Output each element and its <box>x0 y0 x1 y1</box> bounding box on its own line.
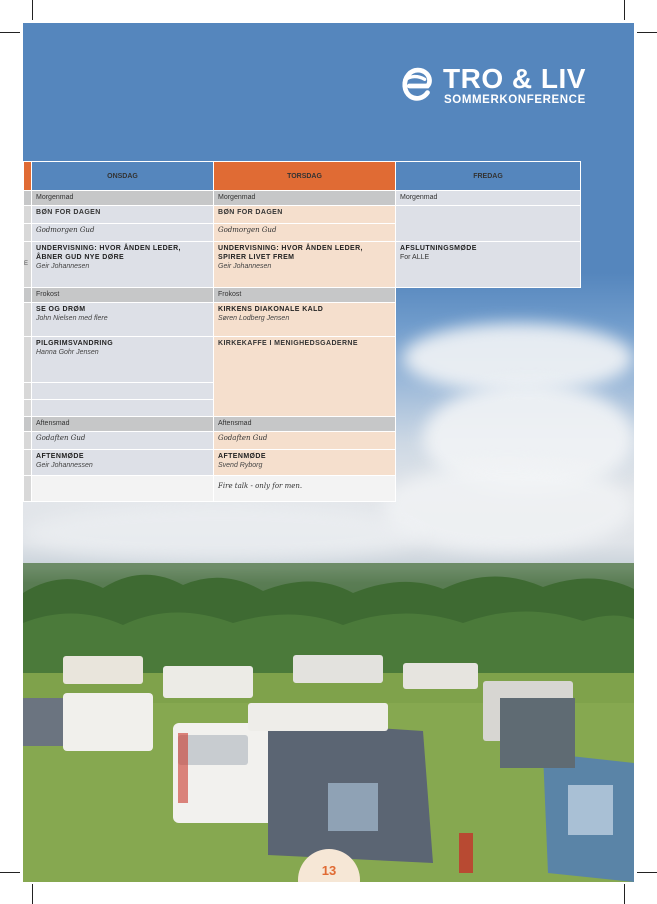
crop-mark <box>32 0 33 20</box>
onsdag-godmorgen: Godmorgen Gud <box>32 224 214 242</box>
torsdag-kirkens <box>214 303 396 337</box>
fredag-afslutning <box>396 242 581 288</box>
logo-mark-icon <box>399 65 437 105</box>
onsdag-seogdrom-title: SE OG DRØM <box>36 306 86 313</box>
torsdag-frokost: Frokost <box>214 288 396 303</box>
torsdag-undervisning-title: UNDERVISNING: HVOR ÅNDEN LEDER, SPIRER LIVET FREM <box>218 245 363 261</box>
fredag-empty-cell <box>396 206 581 242</box>
crop-mark <box>0 872 20 873</box>
fredag-afslutning-note: For ALLE <box>400 254 430 261</box>
logo-subtitle: SOMMERKONFERENCE <box>444 94 586 106</box>
torsdag-aftensmad: Aftensmad <box>214 417 396 432</box>
page-number: 13 <box>298 849 360 882</box>
campsite-photo <box>23 563 634 882</box>
onsdag-empty-cell <box>32 400 214 417</box>
crop-mark <box>624 884 625 904</box>
onsdag-aftensmad: Aftensmad <box>32 417 214 432</box>
torsdag-kirkekaffe: KIRKEKAFFE I MENIGHEDSGADERNE <box>214 337 396 417</box>
torsdag-kirkens-title: KIRKENS DIAKONALE KALD <box>218 306 324 313</box>
onsdag-aftenmode <box>32 450 214 476</box>
torsdag-bon: BØN FOR DAGEN <box>214 206 396 224</box>
onsdag-undervisning-speaker: Geir Johannesen <box>36 263 90 270</box>
day-header-torsdag: TORSDAG <box>214 162 396 191</box>
torsdag-undervisning-speaker: Geir Johannesen <box>218 263 272 270</box>
torsdag-undervisning <box>214 242 396 288</box>
torsdag-kirkens-speaker: Søren Lodberg Jensen <box>218 315 290 322</box>
logo-title: TRO & LIV <box>443 63 586 94</box>
torsdag-morgenmad: Morgenmad <box>214 191 396 206</box>
onsdag-undervisning-title: UNDERVISNING: HVOR ÅNDEN LEDER, ÅBNER GUD NYE DØRE <box>36 245 181 261</box>
onsdag-godaften: Godaften Gud <box>32 432 214 450</box>
onsdag-pilgrim-speaker: Hanna Gohr Jensen <box>36 349 99 356</box>
onsdag-bon: BØN FOR DAGEN <box>32 206 214 224</box>
torsdag-godaften: Godaften Gud <box>214 432 396 450</box>
crop-mark <box>637 32 657 33</box>
day-header-onsdag: ONSDAG <box>32 162 214 191</box>
day-header-fredag: FREDAG <box>396 162 581 191</box>
onsdag-aftenmode-title: AFTENMØDE <box>36 453 84 460</box>
torsdag-aftenmode-title: AFTENMØDE <box>218 453 266 460</box>
torsdag-godmorgen: Godmorgen Gud <box>214 224 396 242</box>
crop-mark <box>637 872 657 873</box>
crop-mark <box>32 884 33 904</box>
logo <box>399 63 614 113</box>
onsdag-pilgrim-title: PILGRIMSVANDRING <box>36 340 114 347</box>
table-stub <box>24 162 32 191</box>
onsdag-frokost: Frokost <box>32 288 214 303</box>
onsdag-pilgrim <box>32 337 214 383</box>
schedule-table <box>23 161 581 502</box>
stub-letter: E <box>24 242 32 288</box>
cloud <box>23 503 423 563</box>
onsdag-empty-cell <box>32 476 214 502</box>
crop-mark <box>0 32 20 33</box>
onsdag-undervisning <box>32 242 214 288</box>
onsdag-morgenmad: Morgenmad <box>32 191 214 206</box>
torsdag-aftenmode-speaker: Svend Ryborg <box>218 462 263 469</box>
torsdag-firetalk: Fire talk - only for men. <box>214 476 396 502</box>
onsdag-seogdrom-speaker: John Nielsen med flere <box>36 315 108 322</box>
onsdag-aftenmode-speaker: Geir Johannessen <box>36 462 93 469</box>
torsdag-aftenmode <box>214 450 396 476</box>
fredag-morgenmad: Morgenmad <box>396 191 581 206</box>
onsdag-seogdrom <box>32 303 214 337</box>
fredag-afslutning-title: AFSLUTNINGSMØDE <box>400 245 477 252</box>
brochure-page <box>23 23 634 882</box>
onsdag-empty-cell <box>32 383 214 400</box>
crop-mark <box>624 0 625 20</box>
